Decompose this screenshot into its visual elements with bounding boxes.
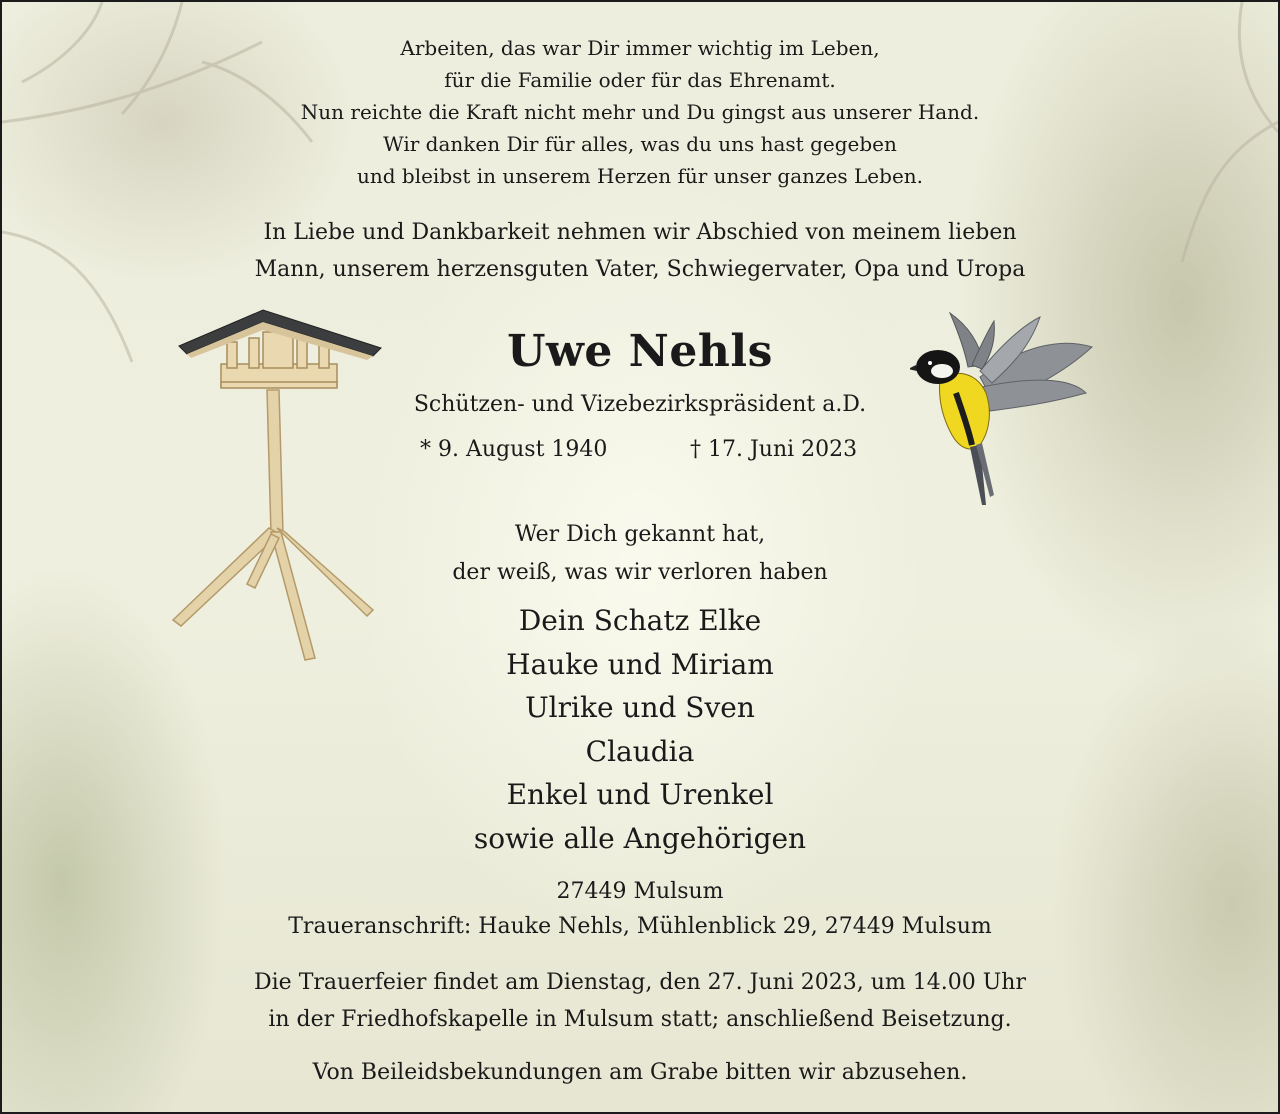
poem-line: für die Familie oder für das Ehrenamt. <box>444 68 836 92</box>
deceased-title: Schützen- und Vizebezirkspräsident a.D. <box>413 392 867 417</box>
birth-date: * 9. August 1940 <box>420 437 608 462</box>
bird-feeder-icon <box>167 302 387 662</box>
family-member: Dein Schatz Elke <box>518 604 762 637</box>
family-member: sowie alle Angehörigen <box>473 821 807 855</box>
poem-line: Arbeiten, das war Dir immer wichtig im Leben, <box>400 36 880 60</box>
deceased-name: Uwe Nehls <box>507 326 773 377</box>
poem-line: Nun reichte die Kraft nicht mehr und Du gingst aus unserer Hand. <box>300 100 980 124</box>
poem-line: und bleibst in unserem Herzen für unser ganzes Leben. <box>356 164 924 188</box>
family-member: Hauke und Miriam <box>506 647 774 681</box>
death-date: † 17. Juni 2023 <box>690 437 858 462</box>
poem <box>2 32 1278 192</box>
quote-line: der weiß, was wir verloren haben <box>452 560 828 585</box>
service-info <box>2 964 1278 1038</box>
condolence-note: Von Beileidsbekundungen am Grabe bitten wir abzusehen. <box>312 1060 968 1085</box>
poem-line: Wir danken Dir für alles, was du uns hast gegeben <box>383 132 897 156</box>
family-member: Claudia <box>585 734 695 768</box>
address-block <box>2 874 1278 944</box>
mourning-address: Traueranschrift: Hauke Nehls, Mühlenblick 29, 27449 Mulsum <box>288 914 992 939</box>
family-member: Ulrike und Sven <box>525 691 755 724</box>
intro-line: Mann, unserem herzensguten Vater, Schwiegervater, Opa und Uropa <box>254 257 1026 282</box>
great-tit-bird-icon <box>910 307 1100 512</box>
family-member: Enkel und Urenkel <box>506 778 774 811</box>
intro-line: In Liebe und Dankbarkeit nehmen wir Abschied von meinem lieben <box>263 220 1017 245</box>
place: 27449 Mulsum <box>556 879 724 904</box>
service-line: Die Trauerfeier findet am Dienstag, den 27. Juni 2023, um 14.00 Uhr <box>254 970 1026 995</box>
quote-line: Wer Dich gekannt hat, <box>514 522 766 547</box>
service-line: in der Friedhofskapelle in Mulsum statt; anschließend Beisetzung. <box>268 1007 1012 1032</box>
intro-text <box>2 214 1278 288</box>
